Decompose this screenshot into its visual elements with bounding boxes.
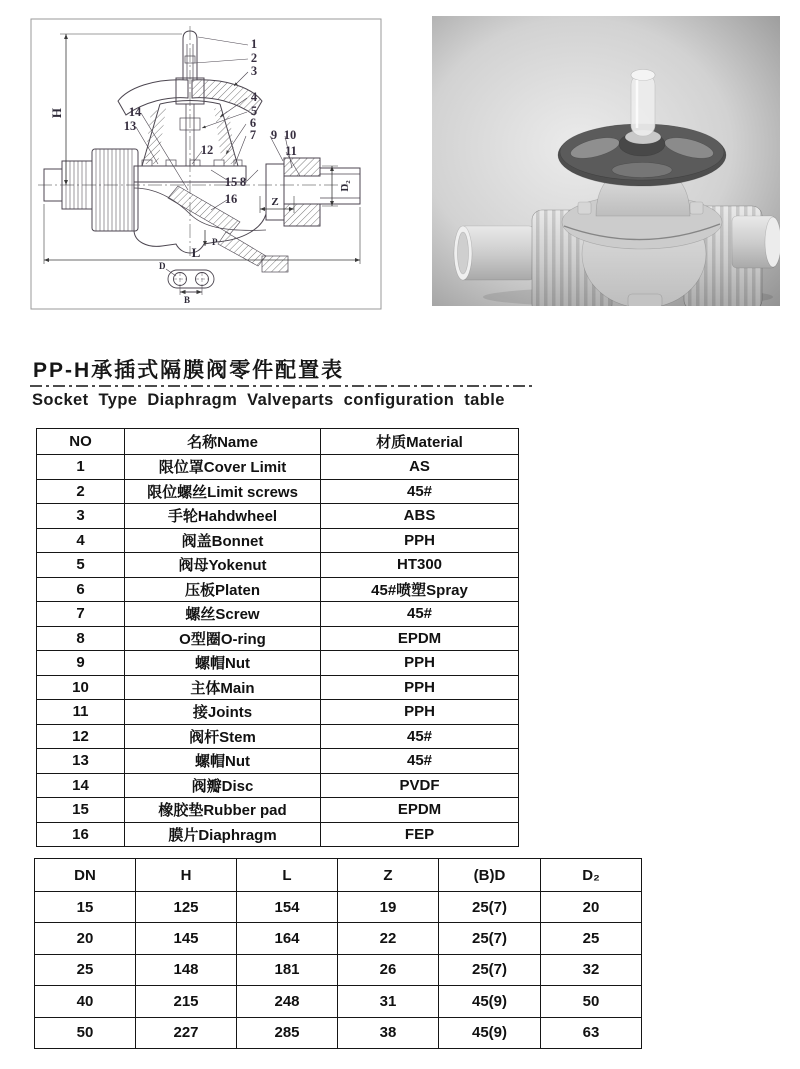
table-cell: 38 xyxy=(338,1017,439,1048)
column-header: 材质Material xyxy=(321,429,519,455)
page-title-en: Socket Type Diaphragm Valveparts configuration table xyxy=(32,391,505,409)
table-cell: 32 xyxy=(541,954,642,985)
base-pad-detail xyxy=(166,269,214,295)
callout-16: 16 xyxy=(224,192,238,206)
table-cell: 154 xyxy=(237,892,338,923)
table-cell: 主体Main xyxy=(125,675,321,700)
table-cell: 22 xyxy=(338,923,439,954)
column-header: DN xyxy=(35,859,136,892)
table-cell: 16 xyxy=(37,822,125,847)
table-cell: 148 xyxy=(136,954,237,985)
table-row xyxy=(37,602,519,627)
table-cell: 接Joints xyxy=(125,700,321,725)
table-cell: 181 xyxy=(237,954,338,985)
table-row xyxy=(37,455,519,480)
table-cell: EPDM xyxy=(321,798,519,823)
table-cell: 阀瓣Disc xyxy=(125,773,321,798)
table-row xyxy=(35,923,642,954)
table-cell: AS xyxy=(321,455,519,480)
column-header: (B)D xyxy=(439,859,541,892)
table-cell: 15 xyxy=(35,892,136,923)
table-cell: 10 xyxy=(37,675,125,700)
table-cell: 4 xyxy=(37,528,125,553)
callout-9: 9 xyxy=(270,128,278,142)
table-cell: 6 xyxy=(37,577,125,602)
table-row xyxy=(37,528,519,553)
callout-12: 12 xyxy=(200,143,214,157)
column-header: H xyxy=(136,859,237,892)
callout-14: 14 xyxy=(128,105,142,119)
table-row xyxy=(37,798,519,823)
table-cell: 14 xyxy=(37,773,125,798)
dim-label-z: Z xyxy=(271,196,279,208)
callout-1: 1 xyxy=(250,37,258,51)
table-row xyxy=(37,773,519,798)
dimensions-table xyxy=(34,858,642,1049)
title-divider-line xyxy=(30,385,536,387)
table-cell: 8 xyxy=(37,626,125,651)
table-cell: EPDM xyxy=(321,626,519,651)
callout-2: 2 xyxy=(250,51,258,65)
table-cell: 248 xyxy=(237,986,338,1017)
column-header: 名称Name xyxy=(125,429,321,455)
table-cell: 25(7) xyxy=(439,923,541,954)
table-row xyxy=(35,954,642,985)
callout-15: 15 xyxy=(224,175,238,189)
table-cell: 手轮Hahdwheel xyxy=(125,504,321,529)
table-row xyxy=(37,651,519,676)
table-cell: 31 xyxy=(338,986,439,1017)
table-row xyxy=(37,822,519,847)
table-cell: 3 xyxy=(37,504,125,529)
callout-8: 8 xyxy=(239,175,247,189)
table-row xyxy=(37,675,519,700)
table-cell: 40 xyxy=(35,986,136,1017)
table-row xyxy=(37,504,519,529)
drawing-border xyxy=(31,19,381,309)
dims-table-header-row xyxy=(35,859,642,892)
table-cell: 125 xyxy=(136,892,237,923)
table-cell: 压板Platen xyxy=(125,577,321,602)
product-photo xyxy=(432,16,780,306)
callout-7: 7 xyxy=(249,128,257,142)
table-row xyxy=(37,724,519,749)
table-cell: O型圈O-ring xyxy=(125,626,321,651)
dim-label-h: H xyxy=(49,107,64,119)
table-cell: 50 xyxy=(541,986,642,1017)
table-cell: 膜片Diaphragm xyxy=(125,822,321,847)
table-cell: 5 xyxy=(37,553,125,578)
table-cell: 20 xyxy=(541,892,642,923)
table-cell: 25(7) xyxy=(439,892,541,923)
table-cell: 45(9) xyxy=(439,986,541,1017)
callout-13: 13 xyxy=(123,119,137,133)
table-cell: 12 xyxy=(37,724,125,749)
table-cell: 13 xyxy=(37,749,125,774)
table-cell: 限位罩Cover Limit xyxy=(125,455,321,480)
column-header: L xyxy=(237,859,338,892)
table-cell: 7 xyxy=(37,602,125,627)
table-cell: PVDF xyxy=(321,773,519,798)
valve-photo-svg xyxy=(432,16,780,306)
table-cell: ABS xyxy=(321,504,519,529)
table-cell: FEP xyxy=(321,822,519,847)
table-cell: 阀母Yokenut xyxy=(125,553,321,578)
table-cell: 26 xyxy=(338,954,439,985)
table-cell: 45# xyxy=(321,724,519,749)
table-cell: 145 xyxy=(136,923,237,954)
table-cell: 45(9) xyxy=(439,1017,541,1048)
table-cell: 1 xyxy=(37,455,125,480)
table-row xyxy=(37,479,519,504)
table-row xyxy=(35,1017,642,1048)
table-cell: 45# xyxy=(321,479,519,504)
dim-label-d: D xyxy=(159,261,166,271)
table-cell: 20 xyxy=(35,923,136,954)
table-row xyxy=(37,553,519,578)
table-row xyxy=(37,626,519,651)
column-header: NO xyxy=(37,429,125,455)
table-cell: 63 xyxy=(541,1017,642,1048)
table-cell: 45# xyxy=(321,749,519,774)
table-cell: 50 xyxy=(35,1017,136,1048)
page-title-zh: PP-H承插式隔膜阀零件配置表 xyxy=(33,359,345,382)
technical-drawing xyxy=(30,18,382,310)
callout-4: 4 xyxy=(250,90,258,104)
table-cell: 19 xyxy=(338,892,439,923)
table-cell: PPH xyxy=(321,675,519,700)
callout-5: 5 xyxy=(250,104,258,118)
table-row xyxy=(37,749,519,774)
table-cell: PPH xyxy=(321,700,519,725)
table-cell: 164 xyxy=(237,923,338,954)
table-cell: 阀盖Bonnet xyxy=(125,528,321,553)
table-cell: 15 xyxy=(37,798,125,823)
table-cell: 45#喷塑Spray xyxy=(321,577,519,602)
parts-configuration-table xyxy=(36,428,519,847)
table-cell: 2 xyxy=(37,479,125,504)
table-cell: 25 xyxy=(35,954,136,985)
table-cell: 螺帽Nut xyxy=(125,749,321,774)
dim-label-l: L xyxy=(191,245,201,260)
callout-6: 6 xyxy=(249,116,257,130)
table-cell: PPH xyxy=(321,528,519,553)
callout-11: 11 xyxy=(285,144,297,158)
column-header: Z xyxy=(338,859,439,892)
table-cell: 45# xyxy=(321,602,519,627)
parts-table-header-row xyxy=(37,429,519,455)
table-cell: 阀杆Stem xyxy=(125,724,321,749)
table-row xyxy=(37,577,519,602)
table-row xyxy=(37,700,519,725)
table-cell: 227 xyxy=(136,1017,237,1048)
table-row xyxy=(35,986,642,1017)
callout-3: 3 xyxy=(250,64,258,78)
column-header: D₂ xyxy=(541,859,642,892)
table-row xyxy=(35,892,642,923)
table-cell: 11 xyxy=(37,700,125,725)
table-cell: 285 xyxy=(237,1017,338,1048)
valve-section-drawing-svg xyxy=(30,18,382,310)
table-cell: 螺丝Screw xyxy=(125,602,321,627)
callout-10: 10 xyxy=(283,128,297,142)
dim-label-p: P xyxy=(212,237,218,247)
table-cell: 215 xyxy=(136,986,237,1017)
table-cell: 限位螺丝Limit screws xyxy=(125,479,321,504)
table-cell: 25(7) xyxy=(439,954,541,985)
table-cell: 25 xyxy=(541,923,642,954)
table-cell: 9 xyxy=(37,651,125,676)
dim-label-b: B xyxy=(183,295,191,305)
table-cell: 橡胶垫Rubber pad xyxy=(125,798,321,823)
table-cell: 螺帽Nut xyxy=(125,651,321,676)
table-cell: HT300 xyxy=(321,553,519,578)
dim-label-d2: D₂ xyxy=(339,180,351,192)
table-cell: PPH xyxy=(321,651,519,676)
